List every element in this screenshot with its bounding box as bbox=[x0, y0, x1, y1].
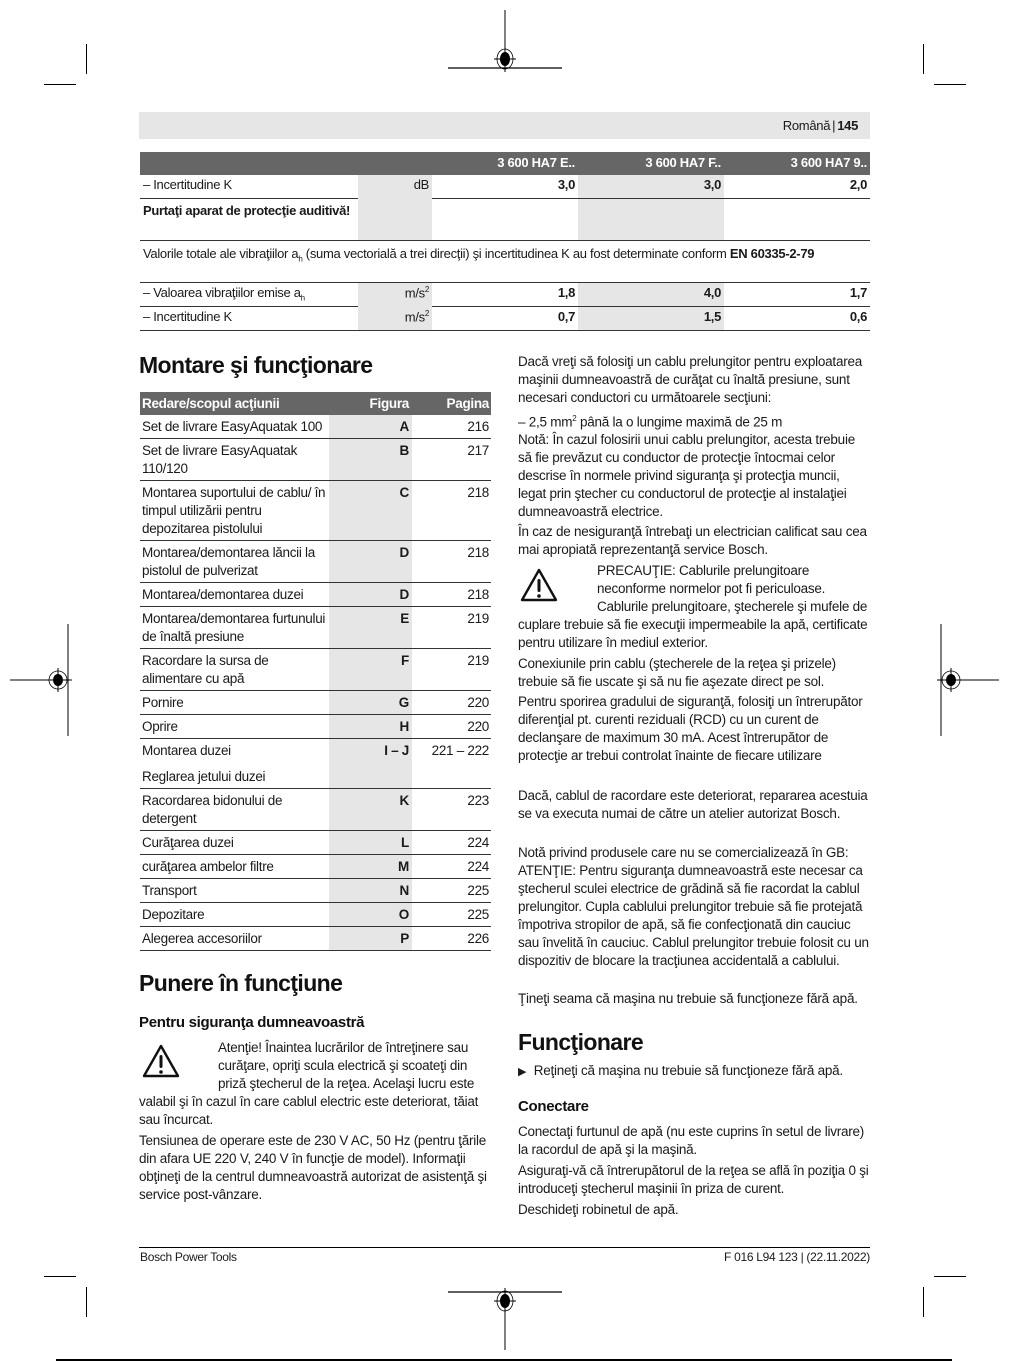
page-ref: 217 bbox=[467, 443, 489, 458]
extension-item-text: – 2,5 mm bbox=[518, 414, 573, 430]
action-text: Depozitare bbox=[142, 907, 205, 922]
figure-ref: E bbox=[329, 607, 412, 648]
action-text: Alegerea accesoriilor bbox=[142, 931, 262, 946]
figure-ref: C bbox=[329, 481, 412, 540]
registration-mark-icon bbox=[448, 10, 562, 72]
action-table-row bbox=[140, 879, 491, 903]
action-label bbox=[140, 715, 329, 738]
voltage-text: Tensiunea de operare este de 230 V AC, 50 Hz (pentru ţările din afara UE 220 V, 240 V în funcţie de model). Informaţii obţineţi de la centrul dumneavoastră autorizat de asistenţă şi service post-vânzare. bbox=[139, 1133, 487, 1202]
unit-text: m/s bbox=[404, 285, 425, 301]
action-label bbox=[140, 481, 329, 540]
spec-row-value: 1,5 bbox=[578, 307, 724, 331]
action-label bbox=[140, 903, 329, 926]
subsection-title-safety: Pentru siguranţa dumneavoastră bbox=[139, 1014, 365, 1031]
action-text: Montarea suportului de cablu/ în timpul utilizării pentru depozitarea pistolului bbox=[142, 485, 326, 536]
footer-publisher: Bosch Power Tools bbox=[140, 1250, 237, 1264]
action-table-row bbox=[140, 607, 491, 649]
figure-ref: D bbox=[329, 583, 412, 606]
conectare-step-2: Asiguraţi-vă că întrerupătorul de la reţea se află în poziţia 0 şi introduceţi ştecherul maşinii în priza de curent. bbox=[518, 1163, 869, 1196]
spec-row-label-text: – Valoarea vibraţiilor emise a bbox=[143, 285, 301, 300]
extension-item-rest: până la o lungime maximă de 25 m bbox=[576, 414, 783, 430]
page-ref: 220 bbox=[467, 719, 489, 734]
footer-rule bbox=[139, 1247, 870, 1248]
action-table-row bbox=[140, 739, 491, 789]
page-col-header: Pagina bbox=[446, 396, 489, 411]
conectare-step-1: Conectaţi furtunul de apă (nu este cuprins în setul de livrare) la racordul de apă şi la maşină. bbox=[518, 1124, 864, 1157]
gb-note: Notă privind produsele care nu se comercializează în GB: ATENŢIE: Pentru siguranţa dumneavoastră este necesar ca ştecherul sculei electrice de grădină să fie racordat la cablul prelungitor. Cupla cablului prelungitor trebuie să fie protejată împotriva stropilor de apă, să fie confecţionată din cauciuc sau învelită în cauciuc. Cablul prelungitor trebuie folosit cu un dispozitiv de blocare la tracţiunea accidentală a cablului. bbox=[518, 845, 869, 968]
extension-note: Notă: În cazul folosirii unui cablu prelungitor, acesta trebuie să fie prevăzut cu conductor de protecţie întocmai celor descrise în normele privind siguranţa şi protecţia muncii, legat prin ştecher cu conductorul de protecţie al instalaţiei dumneavoastră electrice. bbox=[518, 432, 855, 519]
safety-warning-text bbox=[139, 1039, 494, 1129]
figure-ref: D bbox=[329, 541, 412, 582]
page-ref: 224 bbox=[467, 859, 489, 874]
page-ref: 225 bbox=[467, 883, 489, 898]
crop-mark bbox=[86, 1287, 87, 1317]
figure-ref: H bbox=[329, 715, 412, 738]
action-text-secondary: Reglarea jetului duzei bbox=[142, 769, 266, 784]
spec-col-label bbox=[140, 152, 358, 175]
action-table-row bbox=[140, 903, 491, 927]
action-table-row bbox=[140, 789, 491, 831]
crop-mark bbox=[86, 44, 87, 74]
action-text: Pornire bbox=[142, 695, 184, 710]
action-label bbox=[140, 831, 329, 854]
spec-row bbox=[140, 199, 870, 241]
figure-ref: K bbox=[329, 789, 412, 830]
action-text: Racordare la sursa de alimentare cu apă bbox=[142, 653, 269, 686]
unit-sup: 2 bbox=[424, 285, 429, 294]
action-table-row bbox=[140, 691, 491, 715]
page-ref: 218 bbox=[467, 587, 489, 602]
page-ref: 219 bbox=[467, 653, 489, 668]
figure-ref: M bbox=[329, 855, 412, 878]
spec-table-header bbox=[140, 152, 870, 175]
action-table-row bbox=[140, 481, 491, 541]
vibration-note-rest: (suma vectorială a trei direcţii) şi incertitudinea K au fost determinate conform bbox=[302, 246, 730, 261]
spec-row-value: 3,0 bbox=[578, 175, 724, 199]
damaged-cable-note: Dacă, cablul de racordare este deteriorat, repararea acestuia se va executa numai de către un atelier autorizat Bosch. bbox=[518, 788, 868, 821]
spec-row-value: 0,6 bbox=[724, 307, 870, 331]
action-label bbox=[140, 607, 329, 648]
spec-col-model-9: 3 600 HA7 9.. bbox=[790, 155, 867, 170]
spec-table bbox=[140, 152, 870, 331]
action-text: Montarea/demontarea furtunului de înaltă presiune bbox=[142, 611, 326, 644]
icon-spacer bbox=[139, 1039, 218, 1093]
action-table-row bbox=[140, 927, 491, 951]
action-text: Montarea duzei bbox=[142, 743, 231, 758]
vibration-note-text: Valorile totale ale vibraţiilor a bbox=[143, 246, 299, 261]
action-label bbox=[140, 439, 329, 480]
subsection-title-conectare: Conectare bbox=[518, 1098, 589, 1115]
action-text: Set de livrare EasyAquatak 110/120 bbox=[142, 443, 298, 476]
spec-col-model-e: 3 600 HA7 E.. bbox=[497, 155, 575, 170]
extension-item bbox=[518, 410, 870, 432]
section-title-montare: Montare şi funcţionare bbox=[139, 352, 373, 378]
hearing-protection-warning: Purtaţi aparat de protecţie auditivă! bbox=[143, 203, 351, 218]
action-table-row bbox=[140, 439, 491, 481]
action-table-body bbox=[140, 415, 491, 951]
action-table-header bbox=[140, 392, 491, 415]
crop-mark bbox=[934, 1276, 966, 1277]
functionare-bullet bbox=[518, 1062, 870, 1081]
action-text: Curăţarea duzei bbox=[142, 835, 234, 850]
icon-spacer bbox=[518, 562, 597, 616]
figure-ref: I – J bbox=[329, 739, 412, 788]
extension-item-sup: 2 bbox=[572, 414, 577, 423]
figure-ref: F bbox=[329, 649, 412, 690]
action-label bbox=[140, 415, 329, 438]
spec-row-label: – Incertitudine K bbox=[140, 307, 358, 331]
page-number: 145 bbox=[837, 118, 858, 133]
spec-row bbox=[140, 175, 870, 199]
spec-row bbox=[140, 283, 870, 307]
figure-ref: B bbox=[329, 439, 412, 480]
action-table-row bbox=[140, 855, 491, 879]
action-table-row bbox=[140, 831, 491, 855]
vibration-note bbox=[140, 241, 870, 283]
action-table-row bbox=[140, 715, 491, 739]
functionare-bullet-text: Reţineţi că maşina nu trebuie să funcţioneze fără apă. bbox=[533, 1063, 843, 1078]
no-water-note: Ţineţi seama că maşina nu trebuie să funcţioneze fără apă. bbox=[518, 991, 858, 1006]
spec-row-value: 1,8 bbox=[432, 283, 578, 307]
unit-text: m/s bbox=[404, 309, 425, 325]
uncertainty-note: În caz de nesiguranţă întrebaţi un electrician calificat sau cea mai apropiată reprezentanţă service Bosch. bbox=[518, 524, 867, 557]
spec-row-label bbox=[140, 283, 358, 307]
section-title-functionare: Funcţionare bbox=[518, 1029, 644, 1055]
header-language: Română bbox=[782, 118, 831, 133]
action-table-row bbox=[140, 415, 491, 439]
page-ref: 218 bbox=[467, 545, 489, 560]
spec-col-model-f: 3 600 HA7 F.. bbox=[645, 155, 721, 170]
action-table-row bbox=[140, 583, 491, 607]
action-text: curăţarea ambelor filtre bbox=[142, 859, 274, 874]
action-label bbox=[140, 541, 329, 582]
figure-ref: L bbox=[329, 831, 412, 854]
crop-mark bbox=[934, 84, 966, 85]
spec-row-value: 0,7 bbox=[432, 307, 578, 331]
registration-mark-icon bbox=[10, 624, 72, 736]
action-text: Racordarea bidonului de detergent bbox=[142, 793, 283, 826]
crop-mark bbox=[923, 1287, 924, 1317]
spec-row-unit: dB bbox=[358, 175, 432, 199]
figure-col-header: Figura bbox=[369, 396, 409, 411]
page-ref: 219 bbox=[467, 611, 489, 626]
action-label bbox=[140, 739, 329, 788]
page-ref: 221 – 222 bbox=[431, 743, 489, 758]
page-ref: 223 bbox=[467, 793, 489, 808]
spec-row-unit bbox=[358, 283, 432, 307]
page-ref: 216 bbox=[467, 419, 489, 434]
connections-note: Conexiunile prin cablu (ştecherele de la reţea şi prizele) trebuie să fie uscate şi să nu fie aşezate direct pe sol. bbox=[518, 656, 836, 689]
conectare-step-3: Deschideţi robinetul de apă. bbox=[518, 1202, 679, 1217]
crop-mark bbox=[44, 84, 76, 85]
page-ref: 218 bbox=[467, 485, 489, 500]
spec-row-label: – Incertitudine K bbox=[140, 175, 358, 199]
crop-mark bbox=[44, 1276, 76, 1277]
caution-text bbox=[518, 562, 870, 652]
caution-body: PRECAUŢIE: Cablurile prelungitoare neconforme normelor pot fi periculoase. Cablurile prelungitoare, ştecherele şi mufele de cuplare trebuie să fie execuţii impermeabile la apă, certificate pentru utilizare în mediul exterior. bbox=[518, 563, 868, 650]
action-text: Set de livrare EasyAquatak 100 bbox=[142, 419, 323, 434]
action-table-row bbox=[140, 541, 491, 583]
figure-ref: P bbox=[329, 927, 412, 950]
action-text: Montarea/demontarea duzei bbox=[142, 587, 304, 602]
spec-row-value: 2,0 bbox=[724, 175, 870, 199]
registration-mark-icon bbox=[937, 624, 999, 736]
vibration-standard: EN 60335-2-79 bbox=[729, 246, 815, 261]
action-col-header: Redare/scopul acţiunii bbox=[142, 396, 280, 411]
vibration-note-sub: h bbox=[298, 254, 303, 264]
spec-row-value: 4,0 bbox=[578, 283, 724, 307]
spec-row-value bbox=[724, 199, 870, 240]
action-text: Transport bbox=[142, 883, 197, 898]
crop-mark bbox=[923, 44, 924, 74]
spec-row-value bbox=[578, 199, 724, 240]
extension-intro: Dacă vreţi să folosiţi un cablu prelungitor pentru exploatarea maşinii dumneavoastră de curăţat cu înaltă presiune, sunt necesari conductori cu următoarele secţiuni: bbox=[518, 354, 862, 405]
page-ref: 225 bbox=[467, 907, 489, 922]
spec-row-unit bbox=[358, 199, 432, 240]
header-separator: | bbox=[832, 118, 836, 133]
figure-ref: N bbox=[329, 879, 412, 902]
spec-row-value: 3,0 bbox=[432, 175, 578, 199]
page-header-text bbox=[783, 118, 858, 133]
figure-ref: A bbox=[329, 415, 412, 438]
page-header bbox=[139, 112, 870, 139]
spec-row-value: 1,7 bbox=[724, 283, 870, 307]
page-ref: 224 bbox=[467, 835, 489, 850]
action-label bbox=[140, 927, 329, 950]
spec-row-unit bbox=[358, 307, 432, 331]
action-text: Montarea/demontarea lăncii la pistolul de pulverizat bbox=[142, 545, 315, 578]
rcd-note: Pentru sporirea gradului de siguranţă, folosiţi un întrerupător diferenţial pt. curenti reziduali (RCD) cu un curent de declanşare de maximum 30 mA. Acest întrerupător de protecţie ar trebui controlat înainte de fiecare utilizare bbox=[518, 694, 863, 763]
action-label bbox=[140, 879, 329, 902]
figure-ref: G bbox=[329, 691, 412, 714]
triangle-bullet-icon: ▶ bbox=[518, 1066, 527, 1078]
page-ref: 226 bbox=[467, 931, 489, 946]
unit-sup: 2 bbox=[424, 309, 429, 318]
spec-row-value bbox=[432, 199, 578, 240]
page-ref: 220 bbox=[467, 695, 489, 710]
spec-row-label-sub: h bbox=[300, 293, 305, 303]
action-label bbox=[140, 691, 329, 714]
registration-mark-icon bbox=[448, 1288, 562, 1350]
action-label bbox=[140, 789, 329, 830]
action-label bbox=[140, 583, 329, 606]
action-label bbox=[140, 649, 329, 690]
action-text: Oprire bbox=[142, 719, 178, 734]
action-table-row bbox=[140, 649, 491, 691]
action-table bbox=[140, 392, 491, 951]
safety-warning-body: Atenţie! Înaintea lucrărilor de întreţinere sau curăţare, opriţi scula electrică şi scoateţi din priză ştecherul de la reţea. Acelaşi lucru este valabil şi în cazul în care cablul electric este deteriorat, tăiat sau încurcat. bbox=[139, 1040, 479, 1127]
spec-row bbox=[140, 307, 870, 331]
figure-ref: O bbox=[329, 903, 412, 926]
spec-col-unit bbox=[358, 152, 432, 175]
footer-doc-id: F 016 L94 123 | (22.11.2022) bbox=[724, 1250, 870, 1264]
action-label bbox=[140, 855, 329, 878]
section-title-punere: Punere în funcţiune bbox=[139, 970, 343, 996]
